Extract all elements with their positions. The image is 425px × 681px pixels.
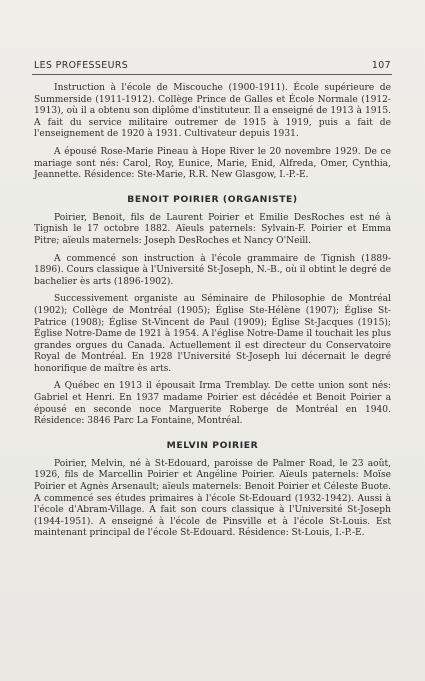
section-heading: BENOIT POIRIER (ORGANISTE) xyxy=(127,193,298,205)
body-paragraph: Instruction à l'école de Miscouche (1900-1911). École supérieure de Summerside (1911-1912). Collège Prince de Galles et École Normale (1912-1913), où il a obtenu son diplôme d'instituteur. Il a enseigné de 1913 à 1915. A fait du service militaire outremer de 1915 à 1919, puis a fait de l'enseignement de 1920 à 1931. Cultivateur depuis 1931. xyxy=(34,83,391,140)
section-heading: MELVIN POIRIER xyxy=(166,439,259,451)
body-paragraph: A épousé Rose-Marie Pineau à Hope River le 20 novembre 1929. De ce mariage sont nés: Carol, Roy, Eunice, Marie, Enid, Alfreda, Omer, Cynthia, Jeannette. Résidence: Ste-Marie, R.R. New Glasgow, I.-P.-E. xyxy=(34,146,391,181)
body-paragraph: Successivement organiste au Séminaire de Philosophie de Montréal (1902); Collège de Montréal (1905); Église Ste-Hélène (1907); Église St-Patrice (1908); Église St-Vincent de Paul (1909); Église St-Jacques (1915); Église Notre-Dame de 1921 à 1954. A l'église Notre-Dame il touchait les plus grandes orgues du Canada. Actuellement il est directeur du Conservatoire Royal de Montréal. En 1928 l'Université St-Joseph lui décernait le degré honorifique de maître ès arts. xyxy=(34,294,392,374)
running-header xyxy=(34,60,391,74)
body-paragraph: Poirier, Benoit, fils de Laurent Poirier et Emilie DesRoches est né à Tignish le 17 octobre 1882. Aïeuls paternels: Sylvain-F. Poirier et Emma Pitre; aïeuls maternels: Joseph DesRoches et Nancy O'Neill. xyxy=(34,212,391,246)
header-rule xyxy=(32,74,392,75)
page-number: 107 xyxy=(371,60,391,71)
body-paragraph: A Québec en 1913 il épousait Irma Tremblay. De cette union sont nés: Gabriel et Henri. En 1937 madame Poirier est décédée et Benoit Poirier a épousé en seconde noce Marguerite Roberge de Montréal en 1940. Résidence: 3846 Parc La Fontaine, Montréal. xyxy=(34,381,391,427)
running-title: LES PROFESSEURS xyxy=(34,60,129,71)
body-paragraph: A commencé son instruction à l'école grammaire de Tignish (1889-1896). Cours classique à l'Université St-Joseph, N.-B., où il obtint le degré de bachelier ès arts (1896-1902). xyxy=(34,253,391,287)
body-paragraph: Poirier, Melvin, né à St-Edouard, paroisse de Palmer Road, le 23 août, 1926, fils de Marcellin Poirier et Angéline Poirier. Aïeuls paternels: Moïse Poirier et Agnès Arsenault; aïeuls maternels: Benoit Poirier et Céleste Buote. A commencé ses études primaires à l'école St-Edouard (1932-1942). Aussi à l'école d'Abram-Village. A fait son cours classique à l'Université St-Joseph (1944-1951). A enseigné à l'école de Pinsville et à l'école St-Louis. Est maintenant principal de l'école St-Edouard. Résidence: St-Louis, I.-P.-E. xyxy=(34,458,391,539)
page-body xyxy=(34,83,391,546)
